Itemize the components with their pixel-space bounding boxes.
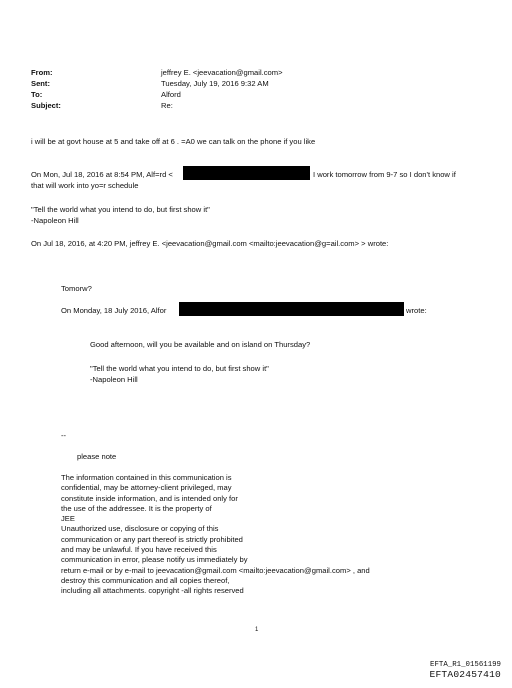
afternoon-line: Good afternoon, will you be available and on island on Thursday? [90,340,311,349]
reply-1-header-start: On Mon, Jul 18, 2016 at 8:54 PM, Alf=rd < [31,170,173,179]
page-number: 1 [255,627,259,633]
disclaimer-line: The information contained in this communication is [61,473,232,482]
disclaimer-line: JEE [61,514,75,524]
disclaimer-line: the use of the addressee. It is the property of [61,503,212,513]
sent-value: Tuesday, July 19, 2016 9:32 AM [161,79,269,88]
disclaimer-line: communication in error, please notify us immediately by [61,555,248,565]
from-label: From: [31,68,53,77]
disclaimer-line: confidential, may be attorney-client privileged, may [61,483,232,493]
quote-2-text: "Tell the world what you intend to do, but first show it" [90,364,269,373]
reply-1-header-cont: that will work into yo=r schedule [31,181,139,190]
quote-1-text: "Tell the world what you intend to do, but first show it" [31,205,210,214]
reply-3-header-start: On Monday, 18 July 2016, Alfor [61,306,167,315]
redaction-block-1 [183,166,310,180]
to-value: Alford [161,90,181,99]
disclaimer-block [61,473,370,597]
from-value: jeffrey E. <jeevacation@gmail.com> [161,68,283,77]
reply-3-header-end: wrote: [406,306,427,315]
tomorrow-line: Tomorw? [61,284,92,293]
reply-1-header-end: I work tomorrow from 9-7 so I don't know if [313,170,456,179]
disclaimer-line: constitute inside information, and is intended only for [61,493,238,503]
subject-value: Re: [161,101,173,110]
quote-1-author: -Napoleon Hill [31,216,79,225]
disclaimer-line: and may be unlawful. If you have received this [61,545,217,555]
disclaimer-line: return e-mail or by e-mail to jeevacation@gmail.com <mailto:jeevacation@gmail.com> , and [61,565,370,575]
signature-dashes: -- [61,431,67,440]
message-line-1: i will be at govt house at 5 and take off at 6 . =A0 we can talk on the phone if you like [31,137,316,146]
disclaimer-line: Unauthorized use, disclosure or copying of this [61,524,219,534]
subject-label: Subject: [31,101,61,110]
please-note: please note [77,452,117,461]
disclaimer-line: destroy this communication and all copies thereof, [61,575,230,585]
redaction-block-2 [179,302,404,316]
disclaimer-line: including all attachments. copyright -all rights reserved [61,586,244,596]
to-label: To: [31,90,43,99]
reply-2-header: On Jul 18, 2016, at 4:20 PM, jeffrey E. <jeevacation@gmail.com <mailto:jeevacation@g=ail.com> > wrote: [31,239,389,248]
footer-code-2: EFTA02457410 [429,669,501,680]
footer-code-1: EFTA_R1_01561199 [430,661,501,669]
quote-2-author: -Napoleon Hill [90,375,138,384]
sent-label: Sent: [31,79,50,88]
disclaimer-line: communication or any part thereof is strictly prohibited [61,534,243,544]
